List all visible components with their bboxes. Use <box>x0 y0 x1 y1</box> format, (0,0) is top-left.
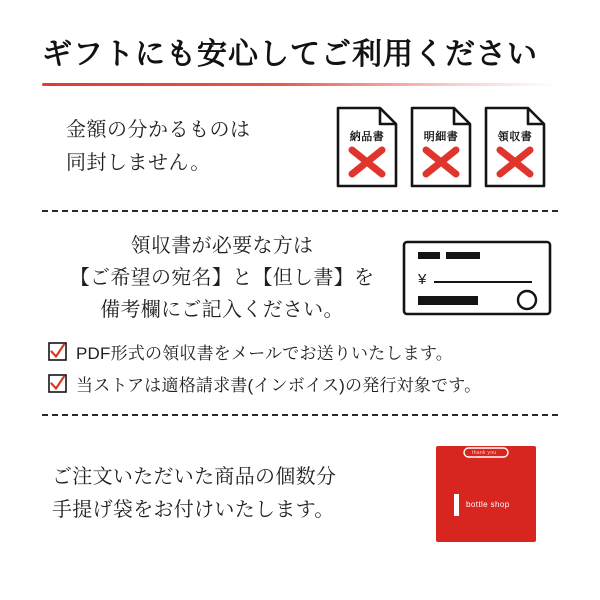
no-amount-line-2: 同封しません。 <box>66 151 211 174</box>
red-check-icon <box>48 342 67 361</box>
document-label: 納品書 <box>349 130 385 143</box>
receipt-yen-icon <box>402 240 552 316</box>
receipt-text <box>42 230 402 327</box>
section-no-amount <box>42 106 558 188</box>
receipt-checklist <box>42 339 558 396</box>
bag-line-2: 手提げ袋をお付けいたします。 <box>52 498 335 521</box>
red-check-icon <box>48 374 67 393</box>
bag-text-block <box>42 461 336 526</box>
document-icon-group <box>336 106 558 188</box>
checklist-item <box>48 339 558 364</box>
title-underline-rule <box>42 83 558 86</box>
divider-1 <box>42 210 558 212</box>
svg-text:¥: ¥ <box>418 271 427 289</box>
bag-brand-label: bottle shop <box>466 499 510 509</box>
document-with-red-cross-icon <box>484 106 546 188</box>
document-label: 明細書 <box>423 130 459 143</box>
red-shopping-bag-icon <box>428 442 544 546</box>
receipt-line-1: 領収書が必要な方は <box>130 234 314 257</box>
section-bag <box>42 442 558 546</box>
document-with-red-cross-icon <box>410 106 472 188</box>
page-title-block <box>42 0 558 86</box>
checklist-item <box>48 371 558 396</box>
page-title: ギフトにも安心してご利用ください <box>42 38 538 71</box>
no-amount-line-1: 金額の分かるものは <box>66 118 251 141</box>
receipt-line-3: 備考欄にご記入ください。 <box>100 299 344 322</box>
no-amount-text <box>42 114 251 180</box>
bag-top-label: thank you <box>472 449 497 456</box>
bag-line-1: ご注文いただいた商品の個数分 <box>52 466 337 489</box>
document-with-red-cross-icon <box>336 106 398 188</box>
checklist-item-label: 当ストアは適格請求書(インボイス)の発行対象です。 <box>76 375 482 395</box>
section-receipt <box>42 230 558 327</box>
receipt-line-2: 【ご希望の宛名】と【但し書】を <box>69 266 375 289</box>
divider-2 <box>42 414 558 416</box>
checklist-item-label: PDF形式の領収書をメールでお送りいたします。 <box>76 343 453 363</box>
document-label: 領収書 <box>497 130 533 143</box>
